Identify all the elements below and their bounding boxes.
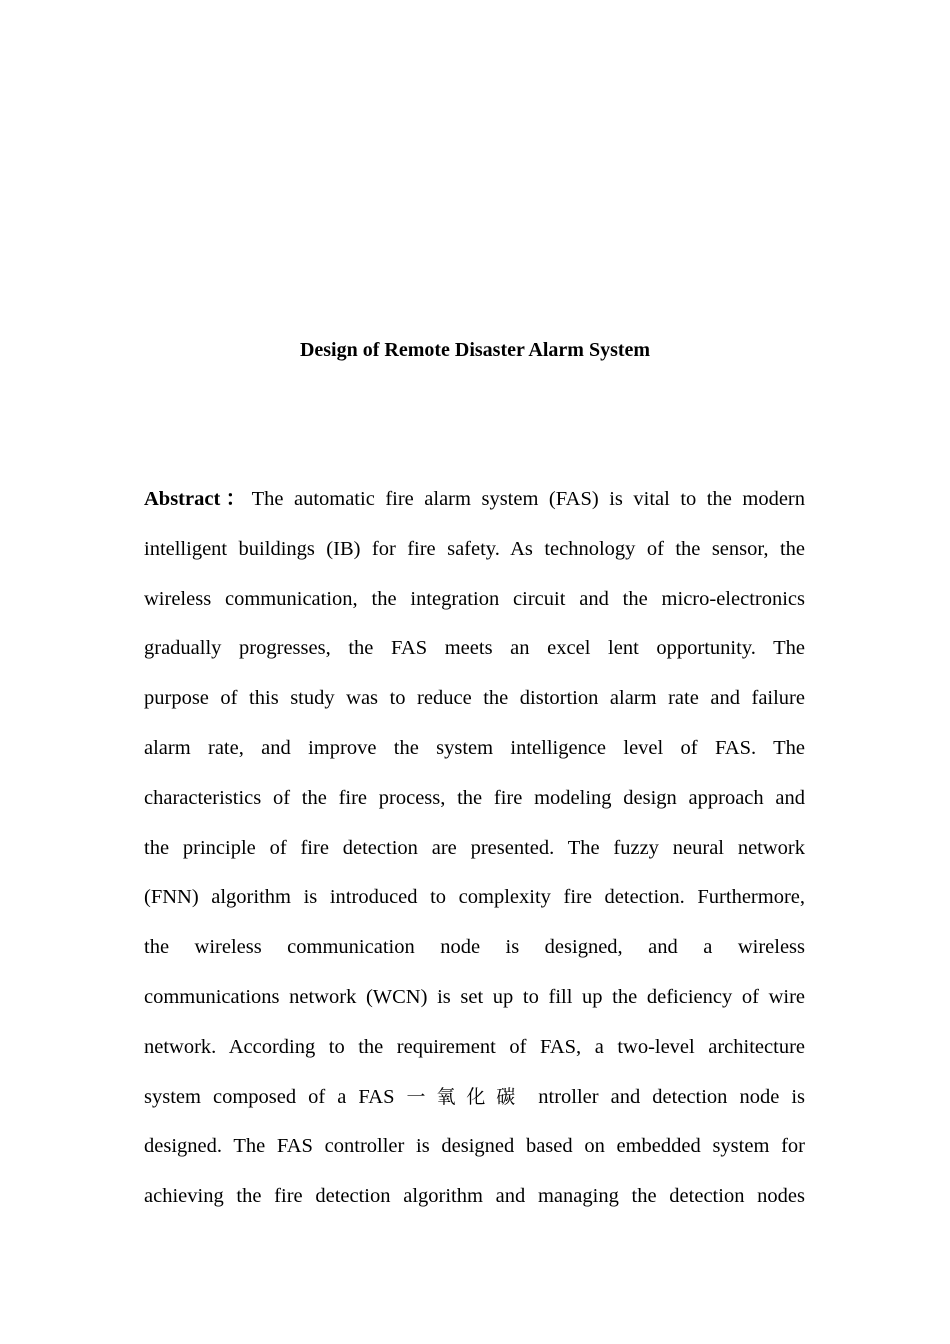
abstract-line-4: gradually progresses, the FAS meets an excel lent opportunity. The <box>144 637 805 660</box>
abstract-line-13 <box>144 1082 805 1132</box>
abstract-line-1 <box>144 484 805 534</box>
abstract-line-7: characteristics of the fire process, the fire modeling design approach and <box>144 786 805 809</box>
abstract-line-8: the principle of fire detection are presented. The fuzzy neural network <box>144 836 805 859</box>
abstract-line-14: designed. The FAS controller is designed based on embedded system for <box>144 1135 805 1158</box>
abstract-line-2: intelligent buildings (IB) for fire safety. As technology of the sensor, the <box>144 537 805 560</box>
abstract-line-13-post: ntroller and detection node is <box>538 1085 806 1108</box>
abstract-line-13-pre: system composed of a FAS <box>144 1085 407 1108</box>
abstract-line-3: wireless communication, the integration circuit and the micro-electronics <box>144 587 805 610</box>
abstract-section <box>144 484 805 1231</box>
abstract-line-6: alarm rate, and improve the system intelligence level of FAS. The <box>144 736 805 759</box>
abstract-line-15: achieving the fire detection algorithm and managing the detection nodes <box>144 1185 805 1208</box>
abstract-line-1-text: The automatic fire alarm system (FAS) is vital to the modern <box>251 488 805 510</box>
abstract-line-5: purpose of this study was to reduce the distortion alarm rate and failure <box>144 687 805 710</box>
abstract-line-12: network. According to the requirement of FAS, a two-level architecture <box>144 1035 805 1058</box>
abstract-line-11: communications network (WCN) is set up to fill up the deficiency of wire <box>144 985 805 1008</box>
abstract-label: Abstract： <box>144 488 252 510</box>
abstract-line-9: (FNN) algorithm is introduced to complexity fire detection. Furthermore, <box>144 886 805 909</box>
abstract-line-13-cjk: 一氧化碳 <box>406 1085 527 1108</box>
document-title: Design of Remote Disaster Alarm System <box>299 339 651 361</box>
abstract-line-10: the wireless communication node is designed, and a wireless <box>144 936 805 959</box>
